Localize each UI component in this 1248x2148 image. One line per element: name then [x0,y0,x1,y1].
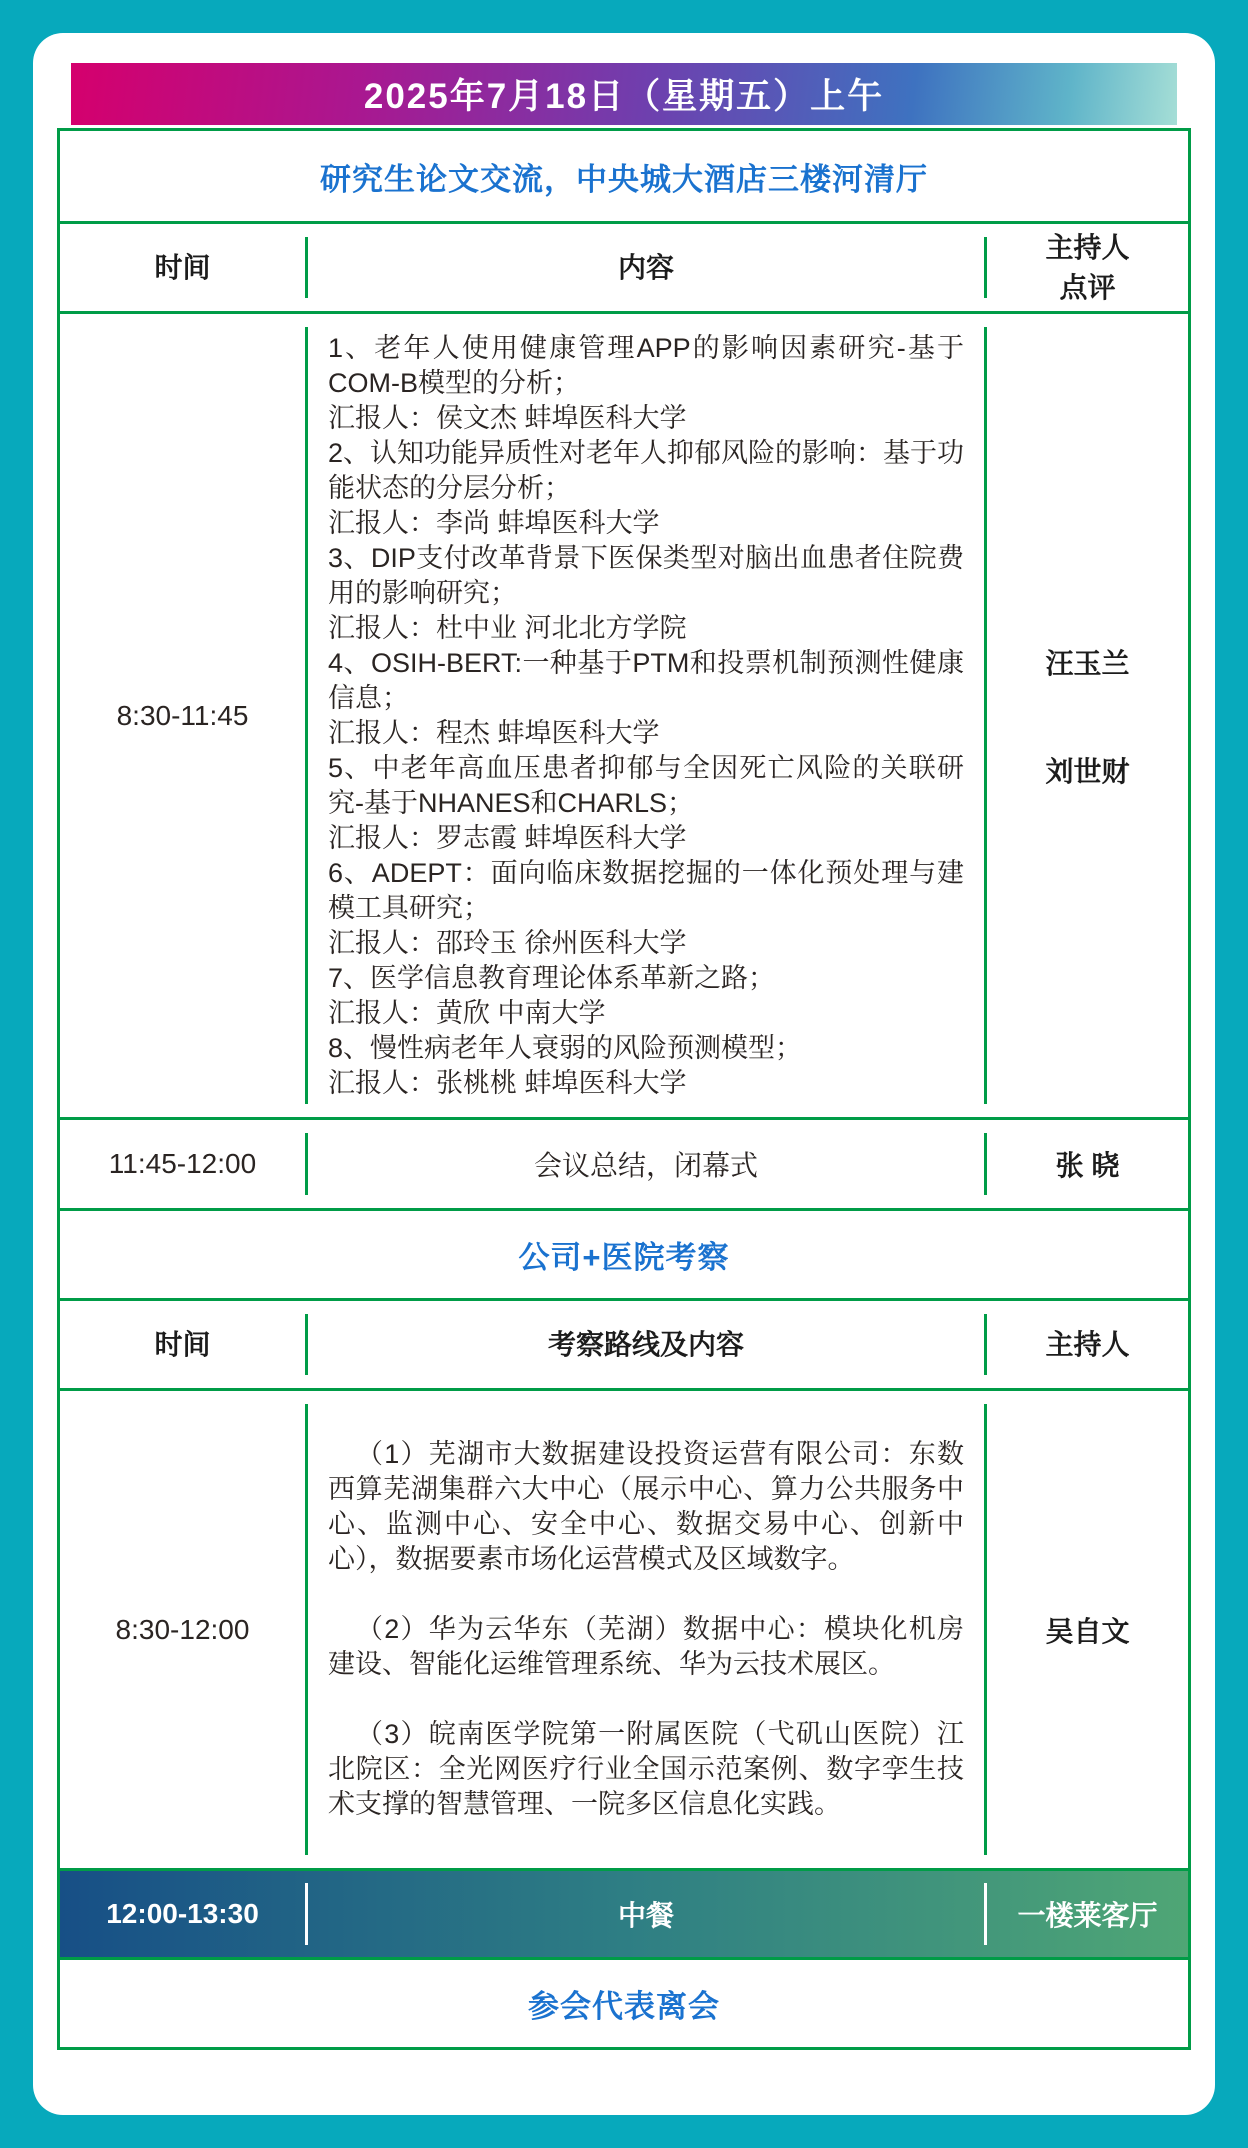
lunch-content: 中餐 [617,1900,674,1931]
session1-content-cell [308,314,984,1117]
text-line: 2、认知功能异质性对老年人抑郁风险的影响：基于功能状态的分层分析； [328,437,965,503]
text-line: （3）皖南医学院第一附属医院（弋矶山医院）江北院区：全光网医疗行业全国示范案例、数字孪生技术支撑的智慧管理、一院多区信息化实践。 [328,1719,964,1819]
text-line: 1、老年人使用健康管理APP的影响因素研究-基于COM-B模型的分析； [328,332,964,398]
text-line: 8、慢性病老年人衰弱的风险预测模型； [328,1032,803,1063]
text-line: 汇报人：李尚 蚌埠医科大学 [328,507,660,538]
col-header-time2: 时间 [154,1328,211,1360]
session1-main-row [60,311,1188,1117]
text-line: 3、DIP支付改革背景下医保类型对脑出血患者住院费用的影响研究； [328,542,964,608]
lunch-row [60,1868,1188,1957]
text-line: 汇报人：罗志霞 蚌埠医科大学 [328,822,687,853]
closing-time: 11:45-12:00 [108,1148,257,1179]
session2-main-row [60,1388,1188,1868]
session2-title-row [60,1208,1188,1298]
text-line: 4、OSIH-BERT:一种基于PTM和投票机制预测性健康信息； [328,647,964,713]
text-line: （1）芜湖市大数据建设投资运营有限公司：东数西算芜湖集群六大中心（展示中心、算力公共服务中心、监测中心、安全中心、数据交易中心、创新中心），数据要素市场化运营模式及区域数字。 [328,1439,964,1574]
col-header-host-line2: 点评 [1059,271,1116,303]
date-banner-title: 2025年7月18日（星期五）上午 [363,77,885,116]
session1-hosts-cell [987,314,1188,1117]
text-line: 5、中老年高血压患者抑郁与全因死亡风险的关联研究-基于NHANES和CHARLS； [328,752,964,818]
session1-time: 8:30-11:45 [116,699,249,731]
lunch-location: 一楼莱客厅 [1017,1900,1158,1931]
session1-title-row [60,131,1188,221]
host-name: 刘世财 [1045,755,1130,787]
departure-title: 参会代表离会 [528,1989,720,2024]
session2-time: 8:30-12:00 [115,1613,250,1645]
text-line: 汇报人：程杰 蚌埠医科大学 [328,717,660,748]
session2-host: 吴自文 [1045,1615,1130,1647]
closing-content: 会议总结，闭幕式 [533,1150,758,1181]
col-header-host [987,224,1188,311]
session1-title: 研究生论文交流，中央城大酒店三楼河清厅 [320,161,928,197]
text-line: （2）华为云华东（芜湖）数据中心：模块化机房建设、智能化运维管理系统、华为云技术展区。 [328,1614,964,1679]
col-header-host-line1: 主持人 [1045,231,1130,263]
col-header-route: 考察路线及内容 [547,1328,744,1360]
host-name: 汪玉兰 [1045,647,1130,679]
col-header-time: 时间 [154,251,211,283]
presentation-list [308,331,984,1101]
closing-ceremony-row [60,1117,1188,1208]
lunch-time: 12:00-13:30 [106,1898,259,1929]
text-line: 汇报人：张桃桃 蚌埠医科大学 [328,1067,687,1098]
session1-header-row [60,221,1188,311]
text-line: 汇报人：邵玲玉 徐州医科大学 [328,927,687,958]
schedule-card [33,33,1215,2115]
col-header-host2: 主持人 [1045,1328,1130,1360]
session2-content-cell [308,1391,984,1868]
date-banner [71,63,1177,125]
text-line: 7、医学信息教育理论体系革新之路； [328,962,776,993]
text-line: 6、ADEPT：面向临床数据挖掘的一体化预处理与建模工具研究； [328,857,964,923]
session2-title: 公司+医院考察 [518,1240,730,1275]
col-header-content: 内容 [617,251,674,283]
departure-row [60,1957,1188,2047]
schedule-table [57,128,1191,2050]
text-line: 汇报人：黄欣 中南大学 [328,997,606,1028]
session2-header-row [60,1298,1188,1388]
inspection-route-list [308,1395,984,1864]
closing-host: 张 晓 [1055,1150,1120,1181]
text-line: 汇报人：侯文杰 蚌埠医科大学 [328,402,687,433]
text-line: 汇报人：杜中业 河北北方学院 [328,612,687,643]
